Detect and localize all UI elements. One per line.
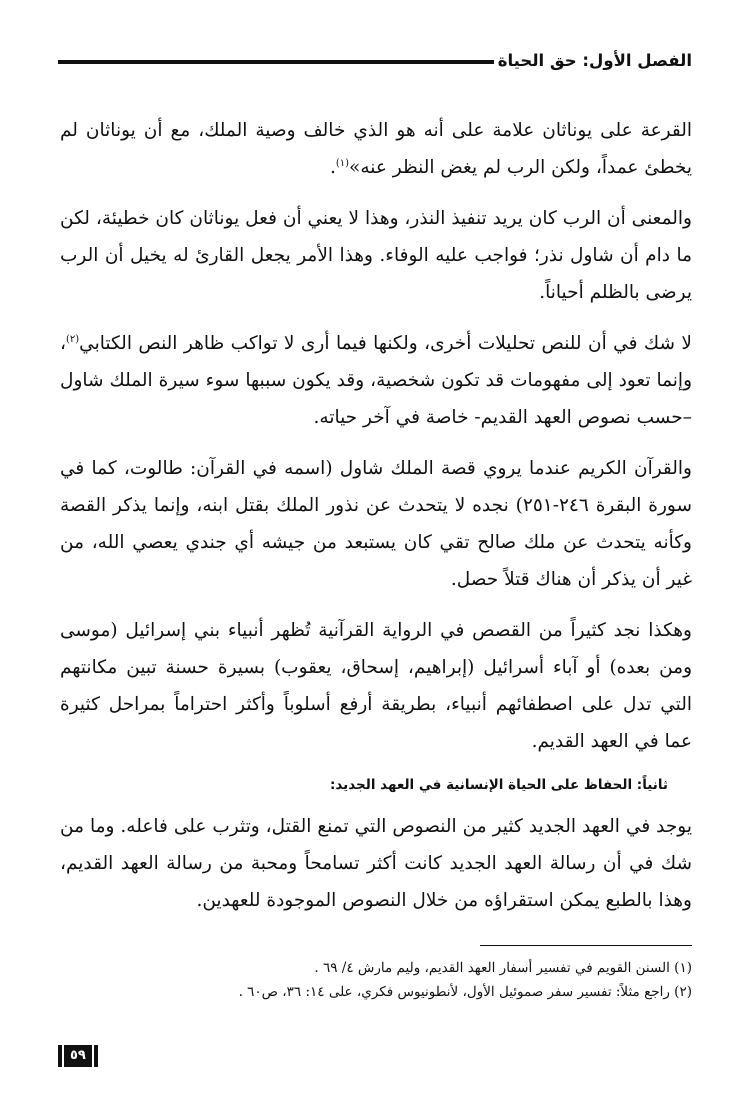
paragraph-3: لا شك في أن للنص تحليلات أخرى، ولكنها فيما أرى لا تواكب ظاهر النص الكتابي$^{(٢)}$، وإنما تعود إلى مفهومات قد تكون شخصية، وقد يكون سببها سوء سيرة الملك شاول –حسب نصوص العهد القديم- خاصة في آخر حياته. bbox=[60, 333, 692, 428]
footnote-2: (٢) راجع مثلاً: تفسير سفر صموئيل الأول، لأنطونيوس فكري، على ١٤: ٣٦، ص٦٠ . bbox=[238, 984, 692, 1000]
page-number-bar bbox=[58, 1045, 62, 1067]
paragraph-6: يوجد في العهد الجديد كثير من النصوص التي تمنع القتل، وتثرب على فاعله. وما من شك في أن رسالة العهد الجديد كانت أكثر تسامحاً ومحبة من رسالة العهد القديم، وهذا بالطبع يمكن استقراؤه من خلال النصوص الموجودة للعهدين. bbox=[60, 816, 692, 911]
page-number-label: ٥٩ bbox=[64, 1045, 92, 1067]
body-text bbox=[60, 112, 692, 933]
footnotes bbox=[60, 956, 692, 1004]
footnote-rule bbox=[480, 945, 692, 946]
running-header bbox=[58, 50, 692, 78]
page-number bbox=[58, 1045, 98, 1067]
chapter-title: الفصل الأول: حق الحياة bbox=[497, 51, 692, 70]
footnote-ref-2[interactable]: (٢) bbox=[65, 333, 80, 345]
footnote-ref-1[interactable]: (١) bbox=[335, 157, 350, 169]
paragraph-1: القرعة على يوناثان علامة على أنه هو الذي خالف وصية الملك، مع أن يوناثان لم يخطئ عمداً، ولكن الرب لم يغض النظر عنه»$^{(١)}$. bbox=[60, 120, 692, 178]
paragraph-2: والمعنى أن الرب كان يريد تنفيذ النذر، وهذا لا يعني أن فعل يوناثان كان خطيئة، لكن ما دام أن شاول نذر؛ فواجب عليه الوفاء. وهذا الأمر يجعل القارئ له يخيل أن الرب يرضى بالظلم أحياناً. bbox=[60, 208, 692, 303]
page-number-bar bbox=[94, 1045, 98, 1067]
header-rule bbox=[58, 60, 494, 64]
section-subheading: ثانياً: الحفاظ على الحياة الإنسانية في العهد الجديد: bbox=[329, 777, 668, 793]
paragraph-5: وهكذا نجد كثيراً من القصص في الرواية القرآنية تُظهر أنبياء بني إسرائيل (موسى ومن بعده) أو آباء أسرائيل (إبراهيم، إسحاق، يعقوب) بسيرة حسنة تبين مكانتهم التي تدل على اصطفائهم أنبياء، بطريقة أرفع أسلوباً وأكثر احتراماً بمراحل كثيرة عما في العهد القديم. bbox=[60, 620, 692, 752]
footnote-1: (١) السنن القويم في تفسير أسفار العهد القديم، وليم مارش ٤/ ٦٩ . bbox=[314, 960, 692, 976]
paragraph-4: والقرآن الكريم عندما يروي قصة الملك شاول (اسمه في القرآن: طالوت، كما في سورة البقرة ٢٤٦-٢٥١) نجده لا يتحدث عن نذور الملك بقتل ابنه، وإنما يذكر القصة وكأنه يتحدث عن ملك صالح تقي كان يستبعد من جيشه أي جندي يعصي الله، من غير أن يذكر أن هناك قتلاً حصل. bbox=[60, 458, 692, 590]
